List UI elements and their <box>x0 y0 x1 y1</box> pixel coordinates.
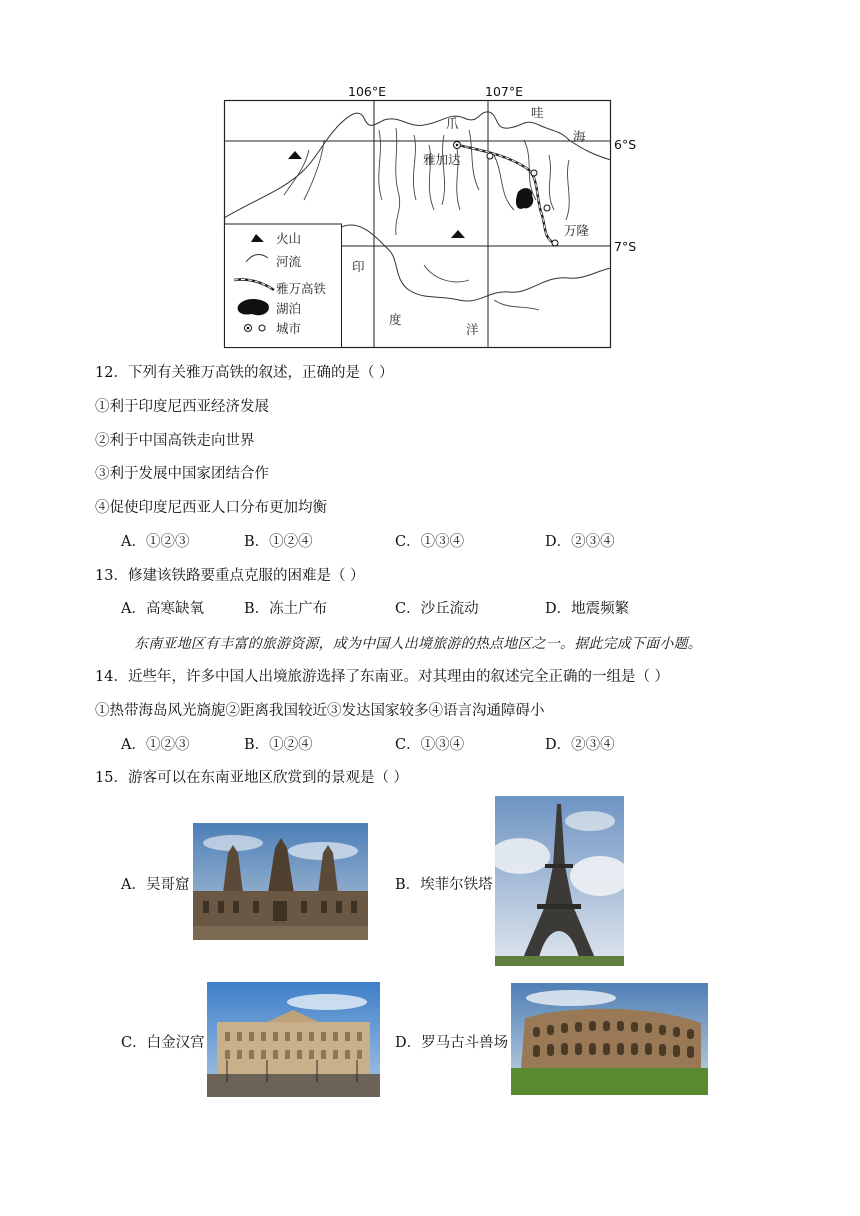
lon-label-107: 107°E <box>485 84 524 99</box>
section-intro: 东南亚地区有丰富的旅游资源，成为中国人出境旅游的热点地区之一。据此完成下面小题。 <box>134 636 702 652</box>
label-du: 度 <box>389 312 402 327</box>
q12-statement: ③利于发展中国家团结合作 <box>95 466 269 482</box>
q12-statement: ②利于中国高铁走向世界 <box>95 433 255 449</box>
city-icon <box>487 153 493 159</box>
q12-option-b[interactable]: B．①②④ <box>244 534 313 550</box>
q15-option-b[interactable]: B．埃菲尔铁塔 <box>395 877 493 893</box>
q13-option-c[interactable]: C．沙丘流动 <box>395 601 479 617</box>
q12-option-a[interactable]: A．①②③ <box>121 534 190 550</box>
city-icon <box>531 170 537 176</box>
legend-lake: 湖泊 <box>276 301 302 316</box>
q14-option-c[interactable]: C．①③④ <box>395 737 465 753</box>
q15-option-a[interactable]: A．吴哥窟 <box>121 877 190 893</box>
q14-option-b[interactable]: B．①②④ <box>244 737 313 753</box>
q15-stem: 15．游客可以在东南亚地区欣赏到的景观是（ ） <box>95 770 409 786</box>
q14-option-d[interactable]: D．②③④ <box>545 737 615 753</box>
legend-river: 河流 <box>276 254 302 269</box>
map-svg <box>224 100 611 348</box>
city-icon <box>544 205 550 211</box>
legend-city: 城市 <box>276 321 302 336</box>
q14-option-a[interactable]: A．①②③ <box>121 737 190 753</box>
buckingham-palace-photo <box>207 982 380 1097</box>
q13-option-a[interactable]: A．高寒缺氧 <box>121 601 204 617</box>
q14-statements: ①热带海岛风光旖旎②距离我国较近③发达国家较多④语言沟通障碍小 <box>95 703 545 719</box>
q13-option-d[interactable]: D．地震频繁 <box>545 601 630 617</box>
colosseum-photo <box>511 983 708 1095</box>
lon-label-106: 106°E <box>348 84 387 99</box>
label-wa: 哇 <box>531 105 544 120</box>
lat-label-6s: 6°S <box>614 137 637 152</box>
q15-option-d[interactable]: D．罗马古斗兽场 <box>395 1035 509 1051</box>
q14-stem: 14．近些年，许多中国人出境旅游选择了东南亚。对其理由的叙述完全正确的一组是（ ） <box>95 669 670 685</box>
q12-stem: 12．下列有关雅万高铁的叙述，正确的是（ ） <box>95 365 394 381</box>
label-yin: 印 <box>352 259 365 274</box>
indonesia-map <box>224 100 611 348</box>
label-hai: 海 <box>573 129 586 144</box>
angkor-wat-photo <box>193 823 368 940</box>
label-zhua: 爪 <box>446 116 459 131</box>
city-bandung-icon <box>552 240 558 246</box>
q13-stem: 13．修建该铁路要重点克服的困难是（ ） <box>95 568 365 584</box>
label-bandung: 万隆 <box>564 223 590 238</box>
label-jakarta: 雅加达 <box>423 152 461 167</box>
q12-statement: ④促使印度尼西亚人口分布更加均衡 <box>95 500 327 516</box>
legend-railway: 雅万高铁 <box>276 281 327 296</box>
q13-option-b[interactable]: B．冻土广布 <box>244 601 328 617</box>
eiffel-tower-photo <box>495 796 624 966</box>
lat-label-7s: 7°S <box>614 239 637 254</box>
q12-statement: ①利于印度尼西亚经济发展 <box>95 399 269 415</box>
q12-option-d[interactable]: D．②③④ <box>545 534 615 550</box>
legend-volcano: 火山 <box>276 231 302 246</box>
q12-option-c[interactable]: C．①③④ <box>395 534 465 550</box>
legend-city-icon <box>247 327 250 330</box>
q15-option-c[interactable]: C．白金汉宫 <box>121 1035 205 1051</box>
label-yang: 洋 <box>466 322 479 337</box>
